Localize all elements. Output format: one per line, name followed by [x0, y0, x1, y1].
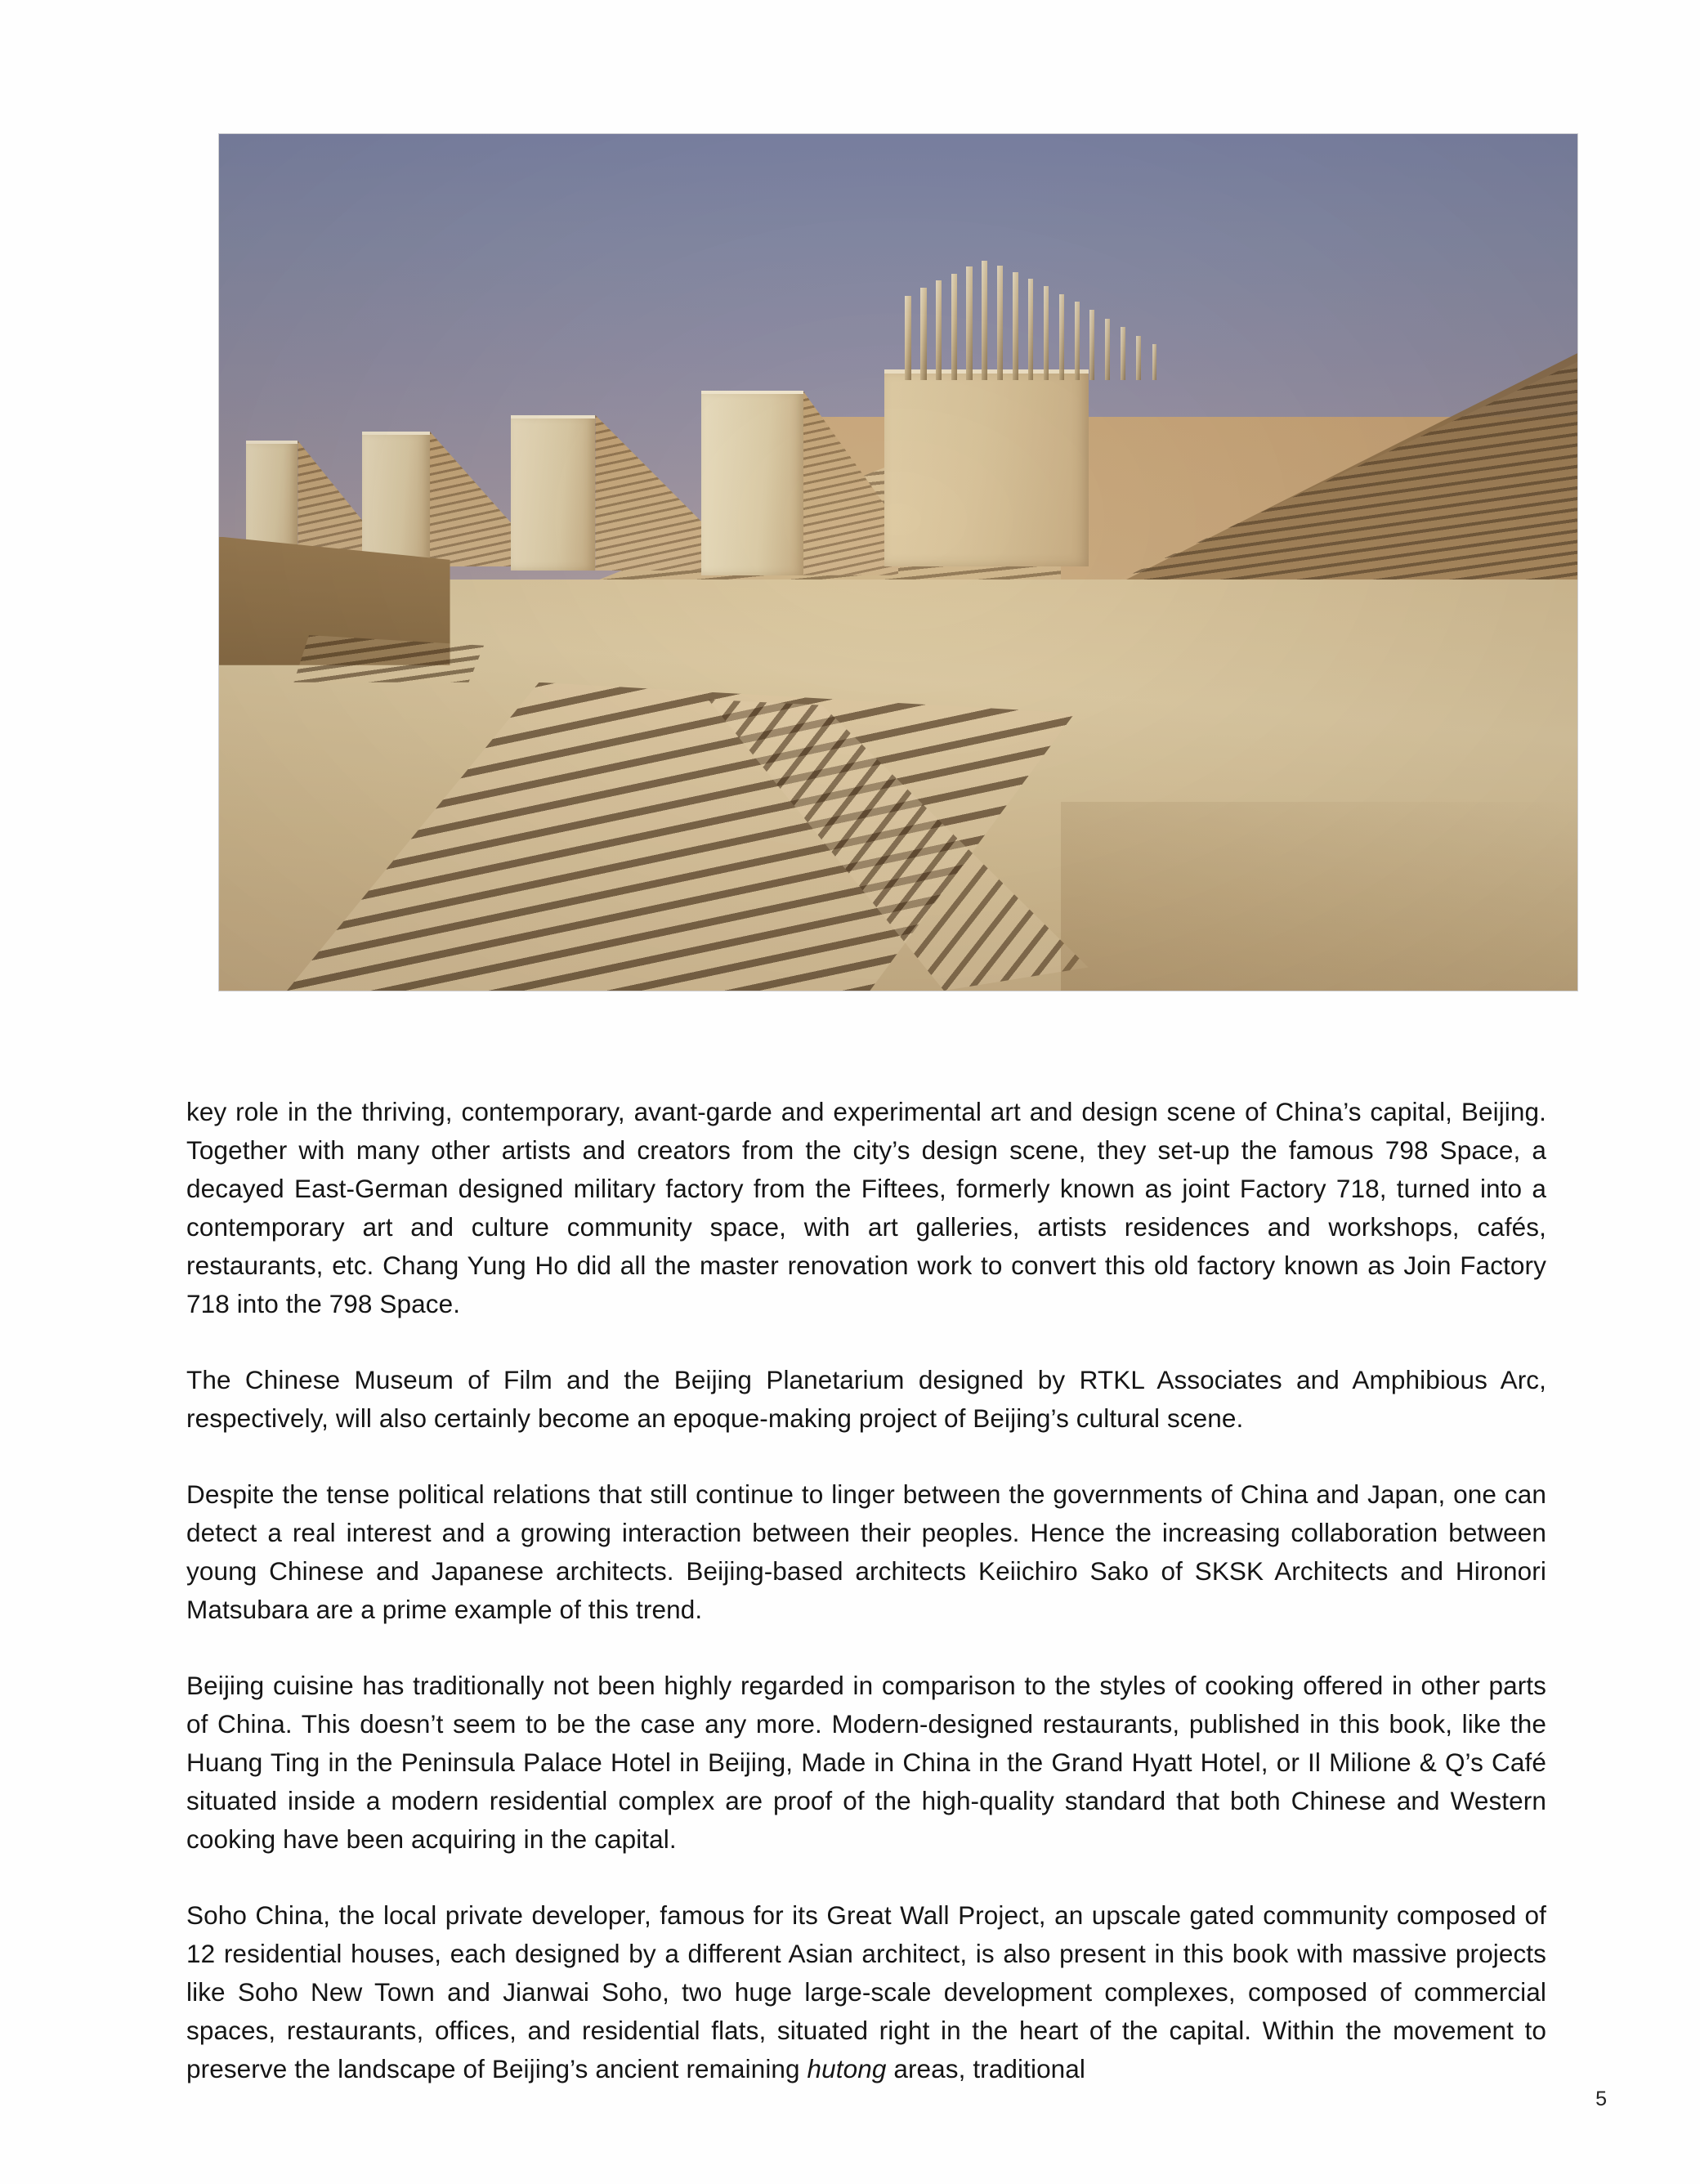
- pillar: [1075, 302, 1080, 379]
- paragraph-5-text-after: areas, traditional: [886, 2054, 1086, 2083]
- pillar: [1105, 319, 1110, 380]
- pillar: [1089, 310, 1094, 379]
- pillar: [951, 274, 957, 380]
- wall-fin-1: [701, 391, 803, 575]
- pillar: [1013, 272, 1018, 380]
- paragraph-3: Despite the tense political relations that still continue to linger between the governments of China and Japan, one can detect a real interest and a growing interaction between their peoples. Hence the increasing collaboration between young Chinese and Japanese architects. Beijing-based architects Keiichiro Sako of SKSK Architects and Hironori Matsubara are a prime example of this trend.: [186, 1479, 1546, 1624]
- photo-canvas: [219, 134, 1577, 991]
- pillar: [920, 288, 927, 379]
- main-wall-block: [884, 369, 1088, 566]
- pillar: [1044, 286, 1049, 380]
- pillar: [1059, 294, 1064, 380]
- pillar: [1152, 344, 1156, 379]
- pillar: [966, 266, 972, 379]
- paragraph-5-text-before: Soho China, the local private developer, famous for its Great Wall Project, an upscale gated community composed of 12 residential houses, each designed by a different Asian architect, is also present in this book with massive projects like Soho New Town and Jianwai Soho, two huge large-scale development complexes, composed of commercial spaces, restaurants, offices, and residential flats, situated right in the heart of the capital. Within the movement to preserve the landscape of Beijing’s ancient remaining: [186, 1900, 1546, 2083]
- pillar: [982, 261, 987, 379]
- pillar: [1136, 336, 1140, 380]
- page-number: 5: [1595, 2088, 1607, 2110]
- hutong-italic-term: hutong: [807, 2054, 887, 2083]
- paragraph-2: The Chinese Museum of Film and the Beijing Planetarium designed by RTKL Associates and Amphibious Arc, respectively, will also certainly become an epoque-making project of Beijing’s cultural scene.: [186, 1365, 1546, 1433]
- pillar: [1121, 327, 1125, 380]
- pillar: [1028, 279, 1034, 380]
- pillar-comb: [905, 256, 1156, 380]
- body-text-column: [186, 1093, 1546, 2088]
- pillar: [936, 280, 942, 380]
- foreground-shadow: [1061, 802, 1577, 991]
- pillar: [997, 266, 1003, 380]
- paragraph-5: [186, 1896, 1546, 2088]
- architecture-photograph: [219, 134, 1577, 991]
- wall-fin-2: [511, 415, 595, 571]
- paragraph-4: Beijing cuisine has traditionally not been highly regarded in comparison to the styles of cooking offered in other parts of China. This doesn’t seem to be the case any more. Modern-designed restaurants, published in this book, like the Huang Ting in the Peninsula Palace Hotel in Beijing, Made in China in the Grand Hyatt Hotel, or Il Milione & Q’s Café situated inside a modern residential complex are proof of the high-quality standard that both Chinese and Western cooking have been acquiring in the capital.: [186, 1671, 1546, 1854]
- paragraph-1: key role in the thriving, contemporary, avant-garde and experimental art and design scene of China’s capital, Beijing. Together with many other artists and creators from the city’s design scene, they set-up the famous 798 Space, a decayed East-German designed military factory from the Fiftees, formerly known as joint Factory 718, turned into a contemporary art and culture community space, with art galleries, artists residences and workshops, cafés, restaurants, etc. Chang Yung Ho did all the master renovation work to convert this old factory known as Join Factory 718 into the 798 Space.: [186, 1097, 1546, 1318]
- pillar: [905, 296, 911, 380]
- wall-fin-3: [362, 432, 430, 567]
